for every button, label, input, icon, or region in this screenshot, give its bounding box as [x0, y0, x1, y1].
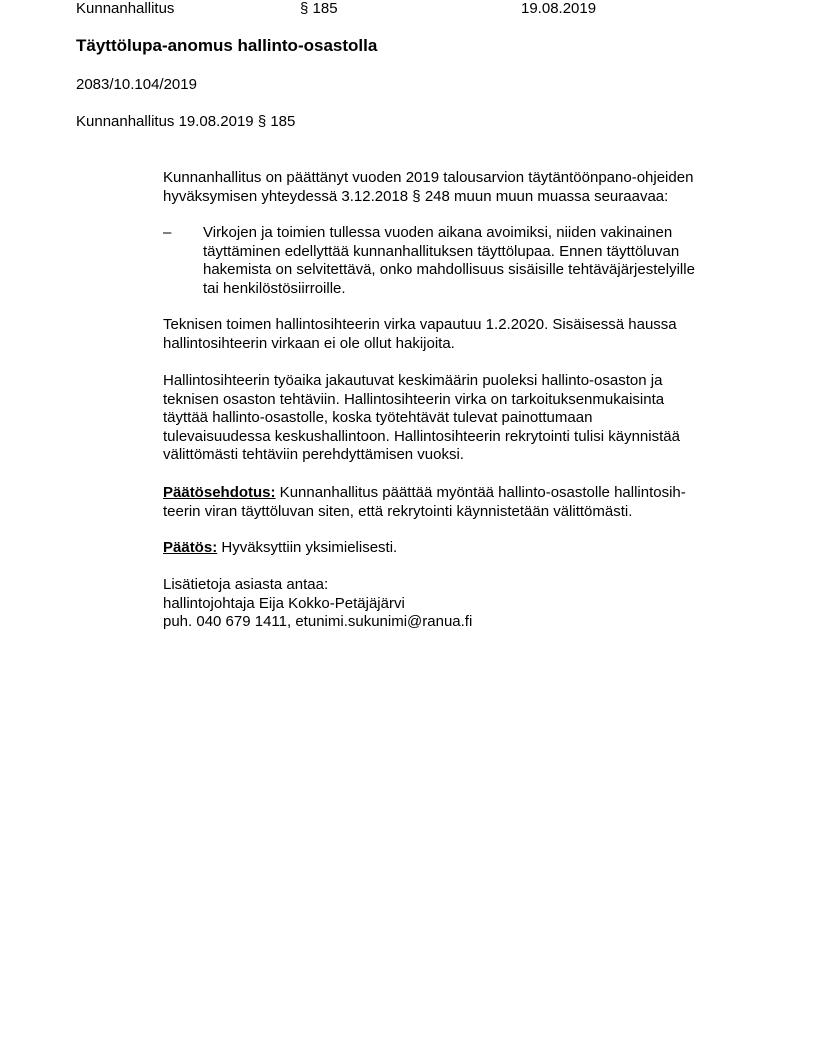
- text-line: tulevaisuudessa keskushallintoon. Hallintosihteerin rekrytointi tulisi käynnistää: [163, 427, 680, 445]
- paragraph-1: [163, 169, 693, 206]
- text-line: Teknisen toimen hallintosihteerin virka vapautuu 1.2.2020. Sisäisessä haussa: [163, 316, 677, 333]
- text-line: Virkojen ja toimien tullessa vuoden aikana avoimiksi, niiden vakinainen: [203, 224, 673, 241]
- contact-info: [163, 576, 472, 632]
- text-line: hyväksymisen yhteydessä 3.12.2018 § 248 muun muun muassa seuraavaa:: [163, 187, 669, 205]
- text-line: hakemista on selvitettävä, onko mahdollisuus sisäisille tehtäväjärjestelyille: [203, 261, 695, 278]
- document-title: Täyttölupa-anomus hallinto-osastolla: [76, 36, 378, 55]
- reference-number: 2083/10.104/2019: [76, 76, 197, 93]
- header-date: 19.08.2019: [521, 0, 597, 17]
- text-line: Hallintosihteerin työaika jakautuvat keskimäärin puoleksi hallinto-osaston ja: [163, 372, 663, 389]
- bullet-marker: –: [163, 224, 172, 241]
- text-line: täyttäminen edellyttää kunnanhallituksen täyttölupaa. Ennen täyttöluvan: [203, 242, 680, 260]
- decision: [163, 539, 397, 558]
- text-line: Kunnanhallitus on päättänyt vuoden 2019 talousarvion täytäntöönpano-ohjeiden: [163, 169, 694, 186]
- text-line: Lisätietoja asiasta antaa:: [163, 576, 329, 593]
- text-line: teerin viran täyttöluvan siten, että rekrytointi käynnistetään välittömästi.: [163, 502, 633, 520]
- decision-proposal: [163, 484, 686, 521]
- bullet-item: [203, 224, 695, 298]
- paragraph-3: [163, 372, 680, 465]
- text-line: tai henkilöstösiirroille.: [203, 279, 346, 297]
- decision-text: Hyväksyttiin yksimielisesti.: [217, 539, 398, 556]
- text-line: välittömästi tehtäviin perehdyttämisen vuoksi.: [163, 446, 464, 463]
- paragraph-2: [163, 316, 677, 353]
- text-line: hallintojohtaja Eija Kokko-Petäjäjärvi: [163, 594, 405, 612]
- text-line: teknisen osaston tehtäviin. Hallintosihteerin virka on tarkoituksenmukaisinta: [163, 390, 665, 408]
- text-line: puh. 040 679 1411, etunimi.sukunimi@ranua.fi: [163, 613, 473, 630]
- meeting-reference: Kunnanhallitus 19.08.2019 § 185: [76, 113, 296, 130]
- text-line: Kunnanhallitus päättää myöntää hallinto-osastolle hallintosih-: [275, 484, 686, 501]
- header-section: § 185: [300, 0, 338, 17]
- header-body: Kunnanhallitus: [76, 0, 175, 17]
- decision-label: Päätös:: [163, 539, 218, 556]
- text-line: täyttää hallinto-osastolle, koska työtehtävät tulevat painottumaan: [163, 409, 593, 426]
- text-line: hallintosihteerin virkaan ei ole ollut hakijoita.: [163, 334, 455, 352]
- proposal-label: Päätösehdotus:: [163, 484, 276, 501]
